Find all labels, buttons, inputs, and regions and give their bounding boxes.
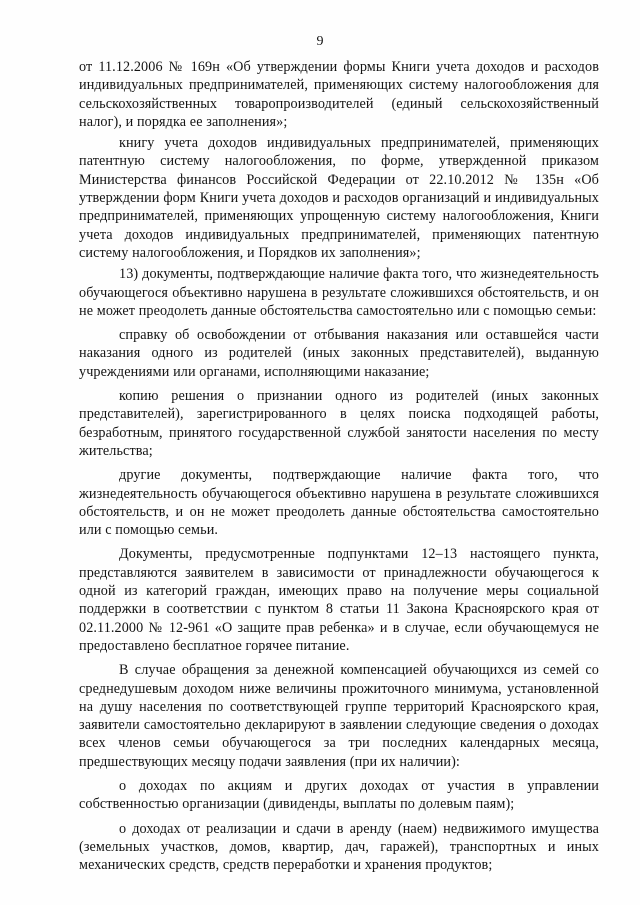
paragraph-release-certificate: справку об освобождении от отбывания наказания или оставшейся части наказания одного из родителей (иных законных представителей), выданную учреждениями или органами, исполняющими наказание; xyxy=(79,327,599,380)
paragraph-dividend-income: о доходах по акциям и других доходах от участия в управлении собственностью организации (дивиденды, выплаты по долевым паям); xyxy=(79,777,599,813)
paragraph-other-documents: другие документы, подтверждающие наличие факта того, что жизнедеятельность обучающегося объективно нарушена в результате сложившихся обстоятельств, и он не может преодолеть данные обстоятельства самостоятельно или с помощью семьи. xyxy=(79,467,599,539)
paragraph-compensation-case: В случае обращения за денежной компенсацией обучающихся из семей со среднедушевым доходом ниже величины прожиточного минимума, установленной на душу населения по соответствующей группе территорий Красноярского края, заявители самостоятельно декларируют в заявлении следующие сведения о доходах всех членов семьи обучающегося за три последних календарных месяца, предшествующих месяцу подачи заявления (при их наличии): xyxy=(79,662,599,770)
page-number: 9 xyxy=(316,34,324,49)
paragraph-item-13: 13) документы, подтверждающие наличие факта того, что жизнедеятельность обучающегося объективно нарушена в результате сложившихся обстоятельств, и он не может преодолеть данные обстоятельства самостоятельно или с помощью семьи: xyxy=(79,266,599,319)
paragraph-documents-provision: Документы, предусмотренные подпунктами 12–13 настоящего пункта, представляются заявителем в зависимости от принадлежности обучающегося к одной из категорий граждан, имеющих право на получение меры социальной поддержки в соответствии с пунктом 8 статьи 11 Закона Красноярского края от 02.11.2000 № 12-961 «О защите прав ребенка» и в случае, если обучающемуся не предоставлено бесплатное горячее питание. xyxy=(79,546,599,654)
paragraph-unemployment-decision: копию решения о признании одного из родителей (иных законных представителей), зарегистрированного в целях поиска подходящей работы, безработным, принятого государственной службой занятости населения по месту жительства; xyxy=(79,388,599,459)
paragraph-patent-income-book: книгу учета доходов индивидуальных предпринимателей, применяющих патентную систему налогообложения, по форме, утвержденной приказом Министерства финансов Российской Федерации от 22.10.2012 № 135н «Об утверждении форм Книги учета доходов и расходов организаций и индивидуальных предпринимателей, применяющих упрощенную систему налогообложения, Книги учета доходов индивидуальных предпринимателей, применяющих патентную систему налогообложения, и Порядков их заполнения»; xyxy=(79,135,599,261)
paragraph-order-169n: от 11.12.2006 № 169н «Об утверждении формы Книги учета доходов и расходов индивидуальных предпринимателей, применяющих систему налогообложения для сельскохозяйственных товаропроизводителей (единый сельскохозяйственный налог), и порядка ее заполнения»; xyxy=(79,59,599,130)
document-body xyxy=(79,58,599,874)
paragraph-property-income: о доходах от реализации и сдачи в аренду (наем) недвижимого имущества (земельных участков, домов, квартир, дач, гаражей), транспортных и иных механических средств, средств переработки и хранения продуктов; xyxy=(79,820,599,874)
